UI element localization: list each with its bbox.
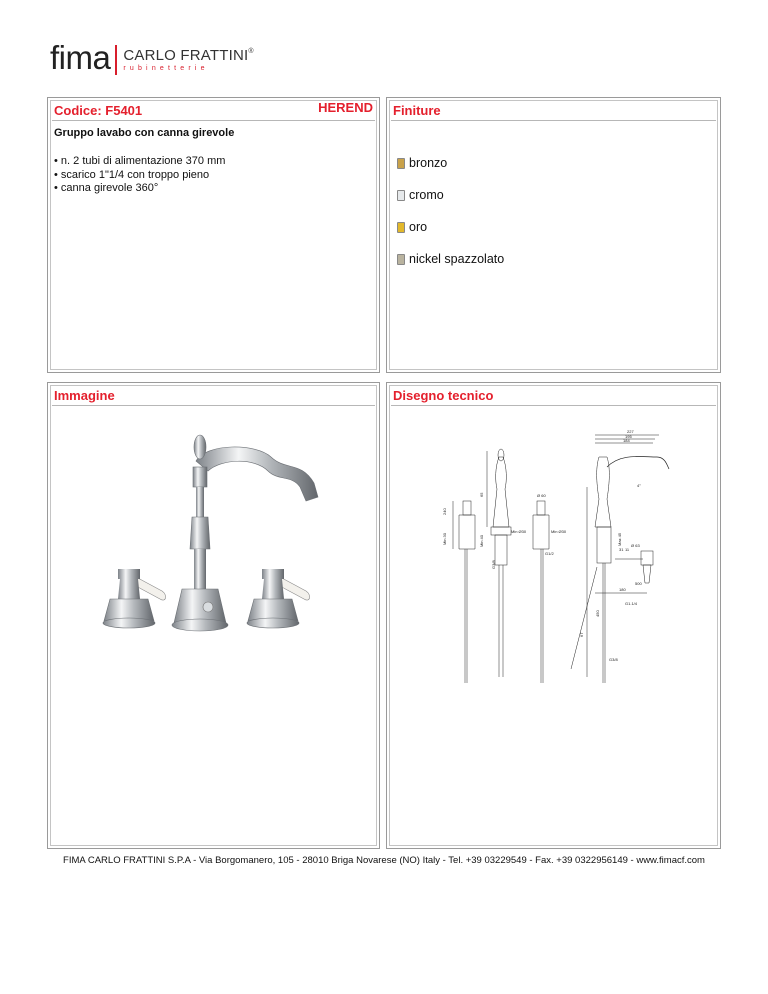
finish-cromo — [397, 188, 444, 202]
image-panel — [47, 382, 380, 849]
logo-reg-mark: ® — [248, 48, 254, 55]
finish-bronzo — [397, 156, 447, 170]
feature-list — [54, 155, 225, 196]
dim-240: 65 — [479, 492, 484, 497]
dim-d60: Ø 60 — [537, 493, 546, 498]
finish-nickel — [397, 252, 504, 266]
dim-max45: Max 45 — [617, 532, 622, 546]
finish-label: nickel spazzolato — [409, 252, 505, 266]
finish-label: bronzo — [409, 156, 448, 170]
product-description: Gruppo lavabo con canna girevole — [54, 127, 235, 139]
dim-11: 11 — [625, 547, 630, 552]
logo-divider — [115, 45, 117, 75]
nickel-swatch-icon — [397, 254, 405, 265]
faucet-product-image — [96, 431, 336, 641]
dim-g38-b: G3/8 — [609, 657, 618, 662]
logo-wordmark — [123, 48, 253, 72]
feature-item: • canna girevole 360° — [54, 182, 225, 196]
feature-item: • scarico 1"1/4 con troppo pieno — [54, 169, 225, 183]
dim-g12: G1/2 — [545, 551, 554, 556]
finish-label: cromo — [409, 188, 444, 202]
dim-65: 500 — [635, 581, 642, 586]
technical-drawing-panel — [386, 382, 721, 849]
dim-min-d30-b: Min Ø30 — [551, 529, 567, 534]
dim-min40: Min 40 — [479, 534, 484, 547]
feature-item: • n. 2 tubi di alimentazione 370 mm — [54, 155, 225, 169]
chrome-swatch-icon — [397, 190, 405, 201]
finish-oro — [397, 220, 427, 234]
finish-label: oro — [409, 220, 428, 234]
finishes-panel-header — [391, 101, 716, 121]
code-panel — [47, 97, 380, 373]
finishes-title: Finiture — [393, 103, 441, 118]
finishes-panel-inner — [389, 100, 718, 370]
dim-min30: Min 30 — [442, 532, 447, 545]
dim-67: 240 — [442, 508, 447, 515]
logo-subtitle: rubinetterie — [123, 65, 209, 72]
product-code: Codice: F5401 — [54, 103, 143, 118]
logo-brand — [123, 48, 253, 63]
technical-drawing — [391, 417, 711, 717]
dim-angle: 4° — [637, 483, 641, 488]
code-panel-inner — [50, 100, 377, 370]
series-name: HEREND — [318, 100, 373, 115]
finishes-panel — [386, 97, 721, 373]
dim-31: 31 — [619, 547, 624, 552]
dim-min-d30-a: Min Ø30 — [511, 529, 527, 534]
dim-184: 184 — [623, 438, 630, 443]
dim-d63: Ø 63 — [631, 543, 640, 548]
company-logo — [50, 40, 254, 80]
footer-contact: FIMA CARLO FRATTINI S.P.A - Via Borgomanero, 105 - 28010 Briga Novarese (NO) Italy - Tel. +39 03229549 - Fax. +39 0322956149 - www.fimacf.com — [63, 855, 705, 866]
image-panel-header — [52, 386, 375, 406]
bronze-swatch-icon — [397, 158, 405, 169]
logo-fima: fima — [50, 38, 111, 76]
code-panel-header — [52, 101, 375, 121]
gold-swatch-icon — [397, 222, 405, 233]
logo-brand-text: CARLO FRATTINI — [123, 47, 249, 64]
dim-450: 67 — [579, 632, 584, 637]
drawing-title: Disegno tecnico — [393, 388, 494, 403]
dim-500: 450 — [595, 610, 600, 617]
dim-180: 180 — [619, 587, 626, 592]
dim-g38-a: G3/8 — [491, 560, 496, 569]
image-title: Immagine — [54, 388, 115, 403]
drawing-panel-header — [391, 386, 716, 406]
dim-g114: G1.1/4 — [625, 601, 638, 606]
dim-195: 195 — [625, 434, 632, 439]
dim-227: 227 — [627, 429, 634, 434]
